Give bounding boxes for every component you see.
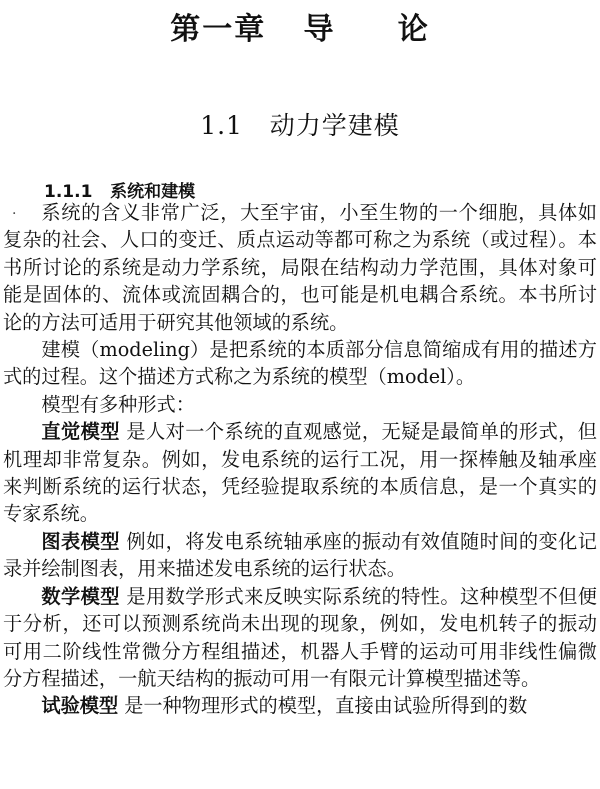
paragraph-chart-model: [3, 528, 597, 583]
term-math-model: 数学模型: [41, 584, 120, 608]
paragraph-text: 是用数学形式来反映实际系统的特性。这种模型不但便于分析，还可以预测系统尚未出现的现象，例如，发电机转子的振动可用二阶线性常微分方程组描述，机器人手臂的运动可用非线性偏微分方程描述，一航天结构的振动可用一有限元计算模型描述等。: [3, 584, 597, 690]
chapter-title: 第一章 导 论: [170, 12, 430, 47]
paragraph-modeling-definition: [3, 336, 597, 391]
paragraph-text: 例如，将发电系统轴承座的振动有效值随时间的变化记录并绘制图表，用来描述发电系统的运行状态。: [3, 529, 597, 581]
body-text: [3, 199, 597, 720]
term-intuitive-model: 直觉模型: [41, 420, 120, 444]
paragraph-text: 是人对一个系统的直观感觉，无疑是最简单的形式，但机理却非常复杂。例如，发电系统的运行工况，用一探棒触及轴承座来判断系统的运行状态，凭经验提取系统的本质信息，是一个真实的专家系统。: [3, 420, 597, 526]
section-title: 1.1 动力学建模: [200, 111, 400, 140]
paragraph-intuitive-model: [3, 418, 597, 528]
paragraph-text: 模型有多种形式：: [41, 392, 195, 416]
paragraph-system-definition: [3, 199, 597, 336]
paragraph-test-model: [3, 692, 597, 719]
paragraph-model-forms: [3, 391, 597, 418]
margin-mark: ·: [12, 206, 17, 222]
term-chart-model: 图表模型: [41, 529, 120, 553]
paragraph-text: 系统的含义非常广泛，大至宇宙，小至生物的一个细胞，具体如复杂的社会、人口的变迁、质点运动等都可称之为系统（或过程）。本书所讨论的系统是动力学系统，局限在结构动力学范围，具体对象可能是固体的、流体或流固耦合的，也可能是机电耦合系统。本书所讨论的方法可适用于研究其他领域的系统。: [3, 201, 597, 334]
subsection-title: 1.1.1 系统和建模: [44, 182, 196, 202]
paragraph-text: 建模（modeling）是把系统的本质部分信息简缩成有用的描述方式的过程。这个描述方式称之为系统的模型（model）。: [3, 338, 597, 389]
paragraph-math-model: [3, 583, 597, 693]
paragraph-text: 是一种物理形式的模型，直接由试验所得到的数: [118, 694, 528, 718]
term-test-model: 试验模型: [41, 694, 119, 718]
